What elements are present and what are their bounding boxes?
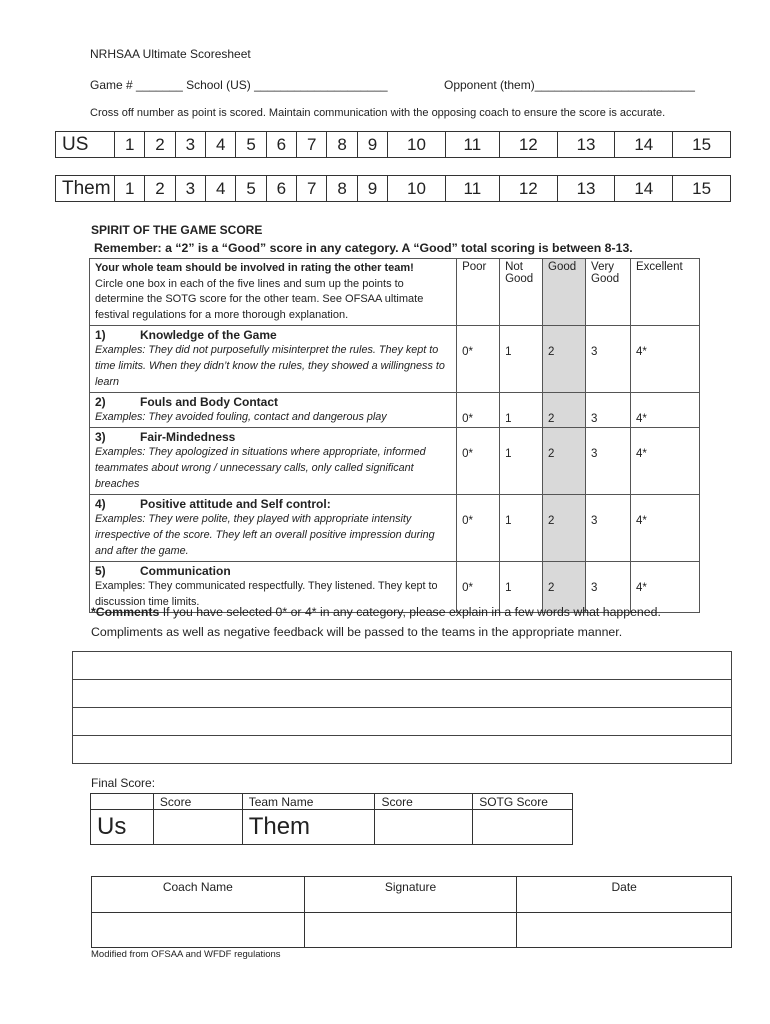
col-not-good: Not Good: [500, 259, 543, 326]
them-point-13[interactable]: 13: [557, 176, 615, 202]
rating-good[interactable]: 2: [543, 326, 586, 393]
sotg-category-row: [90, 393, 700, 428]
sotg-category-row: [90, 326, 700, 393]
category-example: Examples: They were polite, they played with appropriate intensity irrespective of the score. They left an overall positive impression during and after the game.: [95, 513, 435, 557]
category-description: [90, 393, 457, 428]
them-point-14[interactable]: 14: [615, 176, 673, 202]
us-points-table: [55, 131, 731, 158]
us-point-4[interactable]: 4: [206, 132, 236, 158]
rating-good[interactable]: 2: [543, 562, 586, 613]
category-title: Positive attitude and Self control:: [140, 497, 331, 511]
them-point-7[interactable]: 7: [297, 176, 327, 202]
final-us-label: Us: [91, 810, 154, 845]
final-us-score-field[interactable]: [153, 810, 242, 845]
sotg-intro-text: Circle one box in each of the five lines and sum up the points to determine the SOTG score for the other team. See OFSAA ultimate festival regulations for a more thorough explanation.: [95, 277, 424, 321]
opponent-line: Opponent (them)________________________: [444, 78, 695, 92]
rating-very-good[interactable]: 3: [586, 326, 631, 393]
spirit-heading: SPIRIT OF THE GAME SCORE: [91, 223, 263, 237]
them-point-11[interactable]: 11: [445, 176, 499, 202]
category-number: 2): [95, 395, 106, 409]
them-point-2[interactable]: 2: [145, 176, 175, 202]
them-point-3[interactable]: 3: [175, 176, 205, 202]
sotg-category-row: [90, 495, 700, 562]
category-number: 4): [95, 497, 106, 511]
footer-note: Modified from OFSAA and WFDF regulations: [91, 949, 281, 960]
rating-not-good[interactable]: 1: [500, 495, 543, 562]
them-point-6[interactable]: 6: [266, 176, 296, 202]
us-point-1[interactable]: 1: [115, 132, 145, 158]
rating-excellent[interactable]: 4*: [631, 495, 700, 562]
us-point-9[interactable]: 9: [357, 132, 387, 158]
category-number: 3): [95, 430, 106, 444]
rating-not-good[interactable]: 1: [500, 562, 543, 613]
them-row-label: Them: [56, 176, 115, 202]
them-point-1[interactable]: 1: [115, 176, 145, 202]
coach-table: [91, 876, 732, 948]
rating-excellent[interactable]: 4*: [631, 393, 700, 428]
final-header-team-name: Team Name: [242, 794, 375, 810]
them-point-10[interactable]: 10: [388, 176, 446, 202]
col-poor: Poor: [457, 259, 500, 326]
rating-excellent[interactable]: 4*: [631, 326, 700, 393]
them-point-15[interactable]: 15: [673, 176, 731, 202]
rating-not-good[interactable]: 1: [500, 393, 543, 428]
category-description: [90, 326, 457, 393]
rating-poor[interactable]: 0*: [457, 428, 500, 495]
sotg-header-row: [90, 259, 700, 326]
us-point-10[interactable]: 10: [388, 132, 446, 158]
us-point-2[interactable]: 2: [145, 132, 175, 158]
them-point-8[interactable]: 8: [327, 176, 357, 202]
rating-excellent[interactable]: 4*: [631, 428, 700, 495]
page-title: NRHSAA Ultimate Scoresheet: [90, 47, 251, 61]
col-very-good: Very Good: [586, 259, 631, 326]
category-number: 1): [95, 328, 106, 342]
final-them-label: Them: [242, 810, 375, 845]
rating-poor[interactable]: 0*: [457, 495, 500, 562]
final-score-table: [90, 793, 573, 845]
category-description: [90, 495, 457, 562]
them-point-12[interactable]: 12: [499, 176, 557, 202]
category-example: Examples: They apologized in situations where appropriate, informed teammates about wrong / unnecessary calls, only called significant breaches: [95, 446, 426, 490]
us-point-5[interactable]: 5: [236, 132, 266, 158]
us-point-15[interactable]: 15: [673, 132, 731, 158]
us-point-12[interactable]: 12: [499, 132, 557, 158]
comment-line-3[interactable]: [73, 708, 732, 736]
final-them-score-field[interactable]: [375, 810, 473, 845]
rating-poor[interactable]: 0*: [457, 326, 500, 393]
sotg-category-row: [90, 428, 700, 495]
signature-field[interactable]: [304, 913, 517, 948]
category-title: Fair-Mindedness: [140, 430, 236, 444]
col-good: Good: [543, 259, 586, 326]
us-point-13[interactable]: 13: [557, 132, 615, 158]
us-point-7[interactable]: 7: [297, 132, 327, 158]
category-title: Fouls and Body Contact: [140, 395, 278, 409]
rating-not-good[interactable]: 1: [500, 428, 543, 495]
us-point-3[interactable]: 3: [175, 132, 205, 158]
rating-poor[interactable]: 0*: [457, 393, 500, 428]
final-header-blank: [91, 794, 154, 810]
coach-name-header: Coach Name: [92, 877, 305, 913]
game-school-line: Game # _______ School (US) ____________________: [90, 78, 388, 92]
them-points-table: [55, 175, 731, 202]
them-point-5[interactable]: 5: [236, 176, 266, 202]
rating-poor[interactable]: 0*: [457, 562, 500, 613]
category-example: Examples: They communicated respectfully. They listened. They kept to discussion time limits.: [95, 580, 438, 608]
us-row-label: US: [56, 132, 115, 158]
instructions: Cross off number as point is scored. Maintain communication with the opposing coach to ensure the score is accurate.: [90, 107, 666, 119]
final-sotg-score-field[interactable]: [473, 810, 573, 845]
category-title: Communication: [140, 564, 231, 578]
date-field[interactable]: [517, 913, 732, 948]
category-number: 5): [95, 564, 106, 578]
rating-very-good[interactable]: 3: [586, 562, 631, 613]
us-point-14[interactable]: 14: [615, 132, 673, 158]
category-description: [90, 428, 457, 495]
coach-name-field[interactable]: [92, 913, 305, 948]
col-excellent: Excellent: [631, 259, 700, 326]
date-header: Date: [517, 877, 732, 913]
comments-bold: *Comments: [91, 605, 160, 619]
category-example: Examples: They did not purposefully misinterpret the rules. They kept to time limits. When they didn’t know the rules, they showed a willingness to learn: [95, 344, 445, 388]
comments-text: If you have selected 0* or 4* in any category, please explain in a few words what happened.: [159, 605, 661, 619]
comments-note: [91, 605, 661, 619]
signature-header: Signature: [304, 877, 517, 913]
rating-very-good[interactable]: 3: [586, 393, 631, 428]
rating-very-good[interactable]: 3: [586, 428, 631, 495]
rating-good[interactable]: 2: [543, 393, 586, 428]
sotg-intro-bold: Your whole team should be involved in rating the other team!: [95, 262, 414, 274]
rating-good[interactable]: 2: [543, 495, 586, 562]
them-point-9[interactable]: 9: [357, 176, 387, 202]
final-header-score-us: Score: [153, 794, 242, 810]
rating-not-good[interactable]: 1: [500, 326, 543, 393]
rating-excellent[interactable]: 4*: [631, 562, 700, 613]
comment-line-2[interactable]: [73, 680, 732, 708]
category-example: Examples: They avoided fouling, contact and dangerous play: [95, 411, 387, 423]
final-score-label: Final Score:: [91, 776, 156, 790]
final-header-score-them: Score: [375, 794, 473, 810]
us-point-6[interactable]: 6: [266, 132, 296, 158]
us-point-8[interactable]: 8: [327, 132, 357, 158]
category-title: Knowledge of the Game: [140, 328, 277, 342]
us-point-11[interactable]: 11: [445, 132, 499, 158]
them-point-4[interactable]: 4: [206, 176, 236, 202]
comments-table: [72, 651, 732, 764]
rating-good[interactable]: 2: [543, 428, 586, 495]
final-header-sotg: SOTG Score: [473, 794, 573, 810]
comment-line-1[interactable]: [73, 652, 732, 680]
rating-very-good[interactable]: 3: [586, 495, 631, 562]
sotg-table: [89, 258, 700, 613]
compliments-note: Compliments as well as negative feedback will be passed to the teams in the appropriate manner.: [91, 625, 623, 639]
comment-line-4[interactable]: [73, 736, 732, 764]
spirit-reminder: Remember: a “2” is a “Good” score in any category. A “Good” total scoring is between 8-13.: [94, 241, 633, 255]
